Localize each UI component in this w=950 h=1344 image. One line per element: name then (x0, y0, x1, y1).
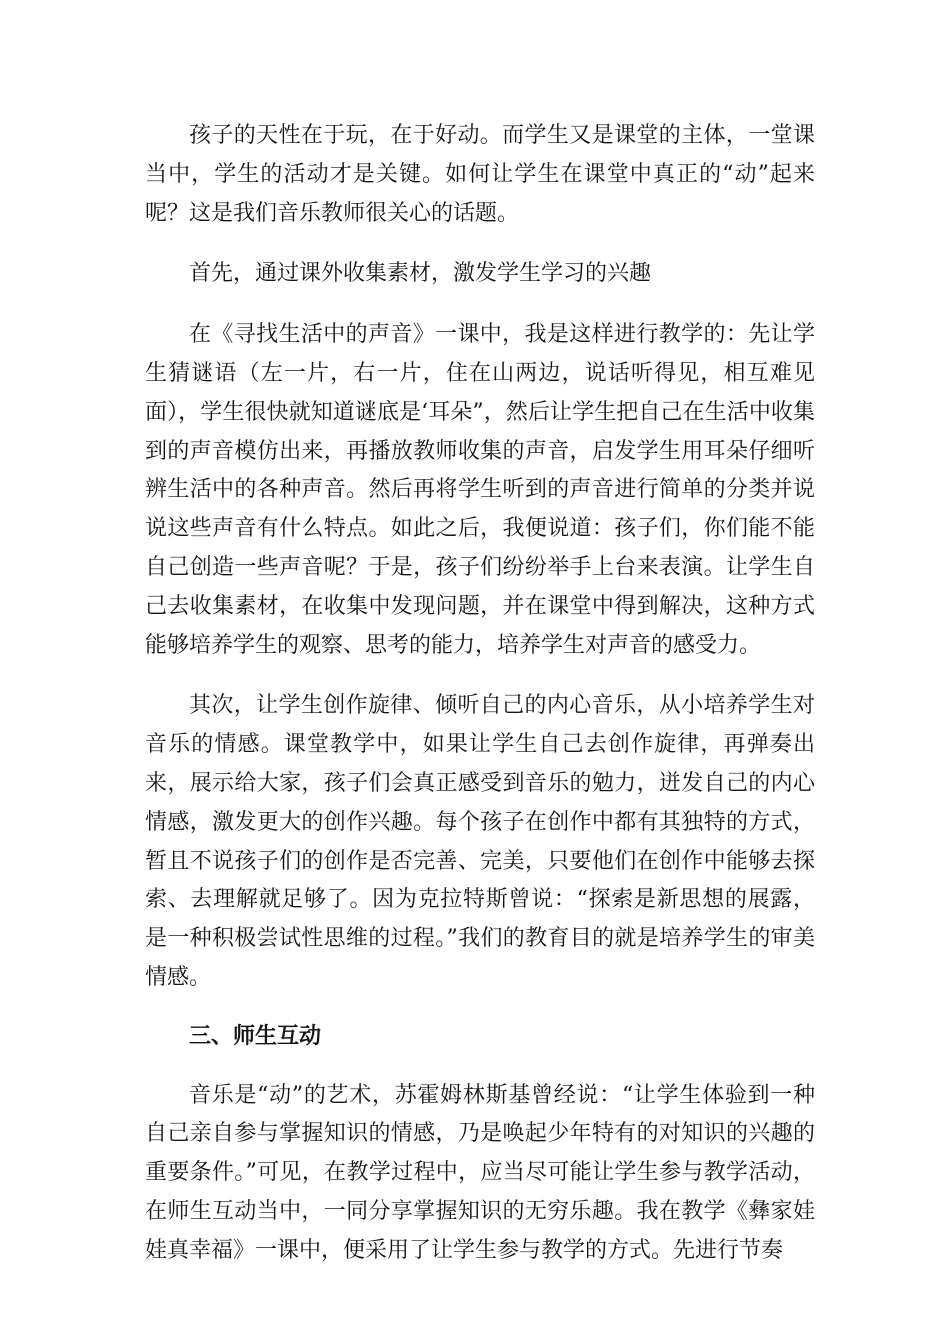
paragraph-intro: 孩子的天性在于玩，在于好动。而学生又是课堂的主体，一堂课当中，学生的活动才是关键。如何让学生在课堂中真正的“动”起来呢？这是我们音乐教师很关心的话题。 (145, 123, 815, 226)
paragraph-second-point: 其次，让学生创作旋律、倾听自己的内心音乐，从小培养学生对音乐的情感。课堂教学中，如果让学生自己去创作旋律，再弹奏出来，展示给大家，孩子们会真正感受到音乐的勉力，迸发自己的内心情感，激发更大的创作兴趣。每个孩子在创作中都有其独特的方式，暂且不说孩子们的创作是否完善、完美，只要他们在创作中能够去探索、去理解就足够了。因为克拉特斯曾说：“探索是新思想的展露，是一种积极尝试性思维的过程。”我们的教育目的就是培养学生的审美情感。 (145, 693, 815, 990)
paragraph-sound-lesson: 在《寻找生活中的声音》一课中，我是这样进行教学的：先让学生猜谜语（左一片，右一片，住在山两边，说话听得见，相互难见面），学生很快就知道谜底是‘耳朵”，然后让学生把自己在生活中收集到的声音模仿出来，再播放教师收集的声音，启发学生用耳朵仔细听辨生活中的各种声音。然后再将学生听到的声音进行简单的分类并说说这些声音有什么特点。如此之后，我便说道：孩子们，你们能不能自己创造一些声音呢？于是，孩子们纷纷举手上台来表演。让学生自己去收集素材，在收集中发现问题，并在课堂中得到解决，这种方式能够培养学生的观察、思考的能力，培养学生对声音的感受力。 (145, 322, 815, 658)
document-body (145, 117, 815, 1293)
section-heading: 三、师生互动 (189, 1023, 322, 1049)
paragraph-interaction: 音乐是“动”的艺术，苏霍姆林斯基曾经说：“让学生体验到一种自己亲自参与掌握知识的情感，乃是唤起少年特有的对知识的兴趣的重要条件。”可见，在教学过程中，应当尽可能让学生参与教学活动，在师生互动当中，一同分享掌握知识的无穷乐趣。我在教学《彝家娃娃真幸福》一课中，便采用了让学生参与教学的方式。先进行节奏 (145, 1082, 815, 1263)
paragraph-first-point: 首先，通过课外收集素材，激发学生学习的兴趣 (189, 261, 652, 287)
